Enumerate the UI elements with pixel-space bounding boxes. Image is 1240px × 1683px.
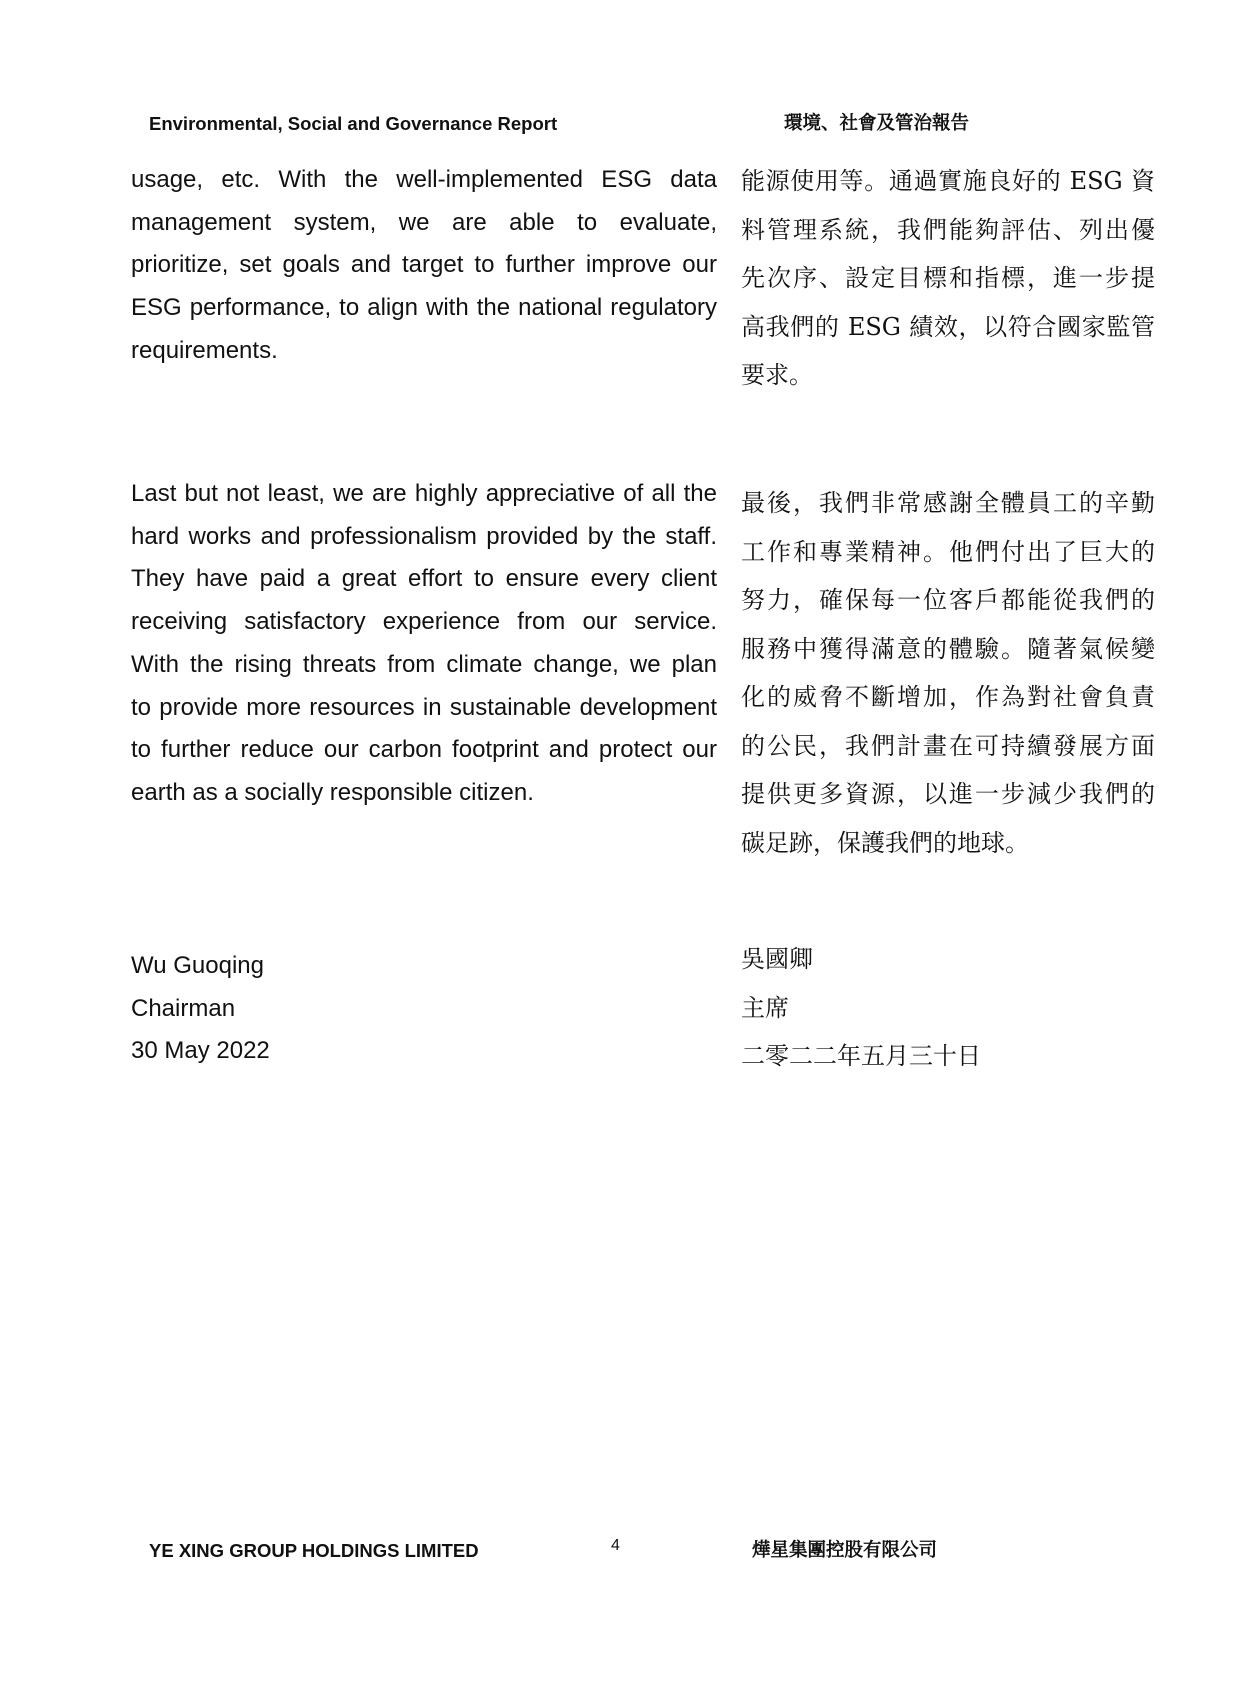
paragraph-line: 高我們的 ESG 績效，以符合國家監管 <box>741 312 1155 341</box>
paragraph-line: 化的威脅不斷增加，作為對社會負責 <box>741 683 1155 711</box>
paragraph-line: 努力，確保每一位客戶都能從我們的 <box>741 586 1155 614</box>
paragraph-line: to further reduce our carbon footprint and protect our <box>131 736 717 764</box>
footer-company-zh: 燁星集團控股有限公司 <box>752 1540 938 1561</box>
paragraph-line: 要求。 <box>741 361 813 389</box>
paragraph-line: ESG performance, to align with the national regulatory <box>131 294 717 322</box>
paragraph-line: usage, etc. With the well-implemented ESG data <box>131 166 717 193</box>
paragraph-line: 工作和專業精神。他們付出了巨大的 <box>741 537 1155 566</box>
header-title-en: Environmental, Social and Governance Report <box>149 113 558 134</box>
paragraph-line: 最後，我們非常感謝全體員工的辛勤 <box>741 489 1155 517</box>
paragraph-line: With the rising threats from climate change, we plan <box>131 650 717 678</box>
footer-company-en: YE XING GROUP HOLDINGS LIMITED <box>149 1540 479 1561</box>
paragraph-line: receiving satisfactory experience from our service. <box>131 608 717 636</box>
page-number: 4 <box>611 1537 620 1554</box>
signature-date: 二零二二年五月三十日 <box>741 1042 981 1070</box>
paragraph-line: 能源使用等。通過實施良好的 ESG 資 <box>741 167 1155 195</box>
paragraph-line: management system, we are able to evaluate, <box>131 208 717 236</box>
paragraph-line: hard works and professionalism provided by the staff. <box>131 522 717 550</box>
signature-date: 30 May 2022 <box>131 1037 270 1065</box>
signatory-title: Chairman <box>131 994 236 1022</box>
paragraph-1-en <box>131 159 717 373</box>
paragraph-line: requirements. <box>131 336 278 364</box>
paragraph-line: to provide more resources in sustainable development <box>131 693 717 721</box>
paragraph-line: prioritize, set goals and target to further improve our <box>131 251 717 279</box>
signatory-name: 吳國卿 <box>741 945 813 973</box>
paragraph-line: 提供更多資源，以進一步減少我們的 <box>741 780 1155 808</box>
paragraph-line: earth as a socially responsible citizen. <box>131 778 534 806</box>
paragraph-line: 先次序、設定目標和指標，進一步提 <box>741 264 1155 292</box>
signature-block-zh <box>741 935 1155 1081</box>
signature-block-en <box>131 945 717 1073</box>
signatory-title: 主席 <box>741 993 789 1022</box>
signatory-name: Wu Guoqing <box>131 952 264 979</box>
paragraph-line: 料管理系統，我們能夠評估、列出優 <box>741 215 1155 244</box>
paragraph-2-zh <box>741 479 1155 867</box>
paragraph-line: They have paid a great effort to ensure every client <box>131 565 717 593</box>
paragraph-line: Last but not least, we are highly appreciative of all the <box>131 480 717 507</box>
paragraph-line: 服務中獲得滿意的體驗。隨著氣候變 <box>741 634 1155 663</box>
paragraph-2-en <box>131 473 717 815</box>
paragraph-1-zh <box>741 157 1155 400</box>
header-title-zh: 環境、社會及管治報告 <box>784 113 970 134</box>
paragraph-line: 碳足跡，保護我們的地球。 <box>741 828 1029 857</box>
paragraph-line: 的公民，我們計畫在可持續發展方面 <box>741 731 1155 760</box>
